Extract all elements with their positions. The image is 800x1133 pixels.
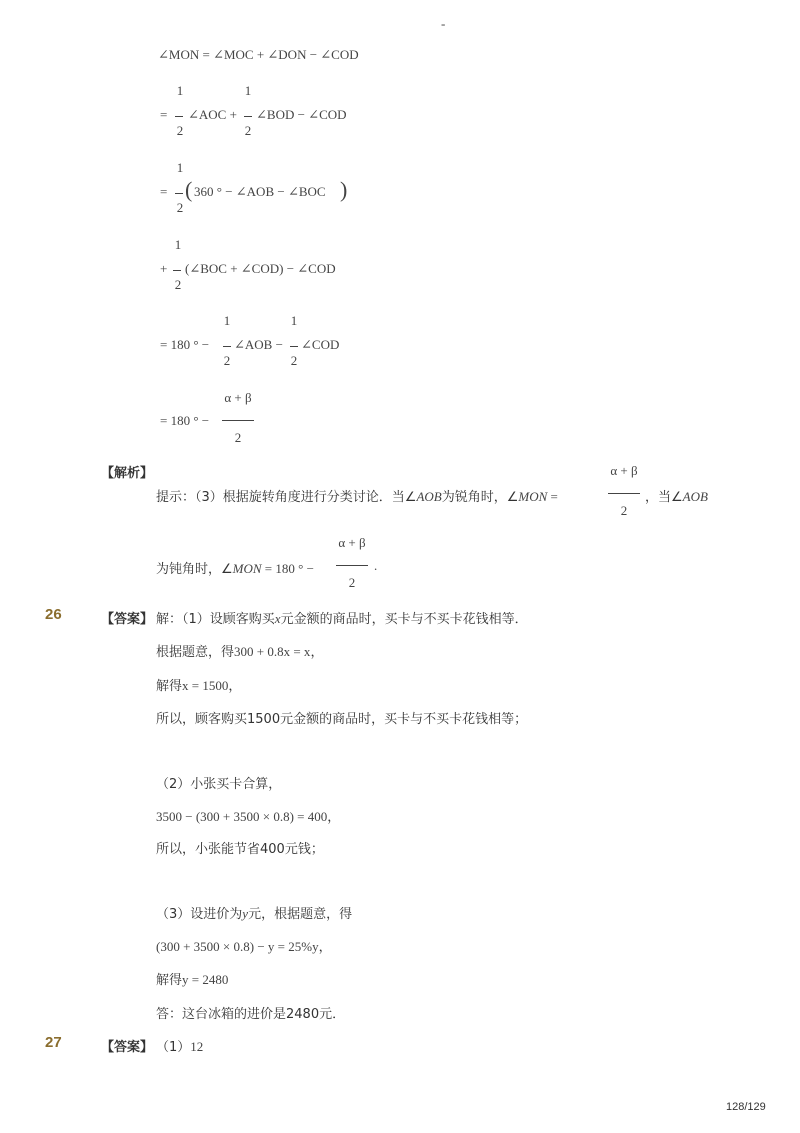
math-var: AOB xyxy=(416,489,442,504)
answer-line-6 xyxy=(156,806,340,825)
equation: x = 1500 xyxy=(182,678,229,693)
text: ， xyxy=(318,940,332,955)
fraction-denominator: 2 xyxy=(290,353,298,368)
header-mark: - xyxy=(441,16,446,31)
text: （3）设进价为 xyxy=(156,907,243,922)
answer-line-7: 所以，小张能节省400元钱； xyxy=(156,842,324,857)
answer-label: 【答案】 xyxy=(101,612,154,627)
term: 360 ° − ∠AOB − ∠BOC xyxy=(194,184,326,199)
equals-sign: = xyxy=(160,184,168,199)
term: ∠AOB − xyxy=(234,337,283,352)
fraction-bar xyxy=(336,565,368,566)
text: 解得 xyxy=(156,973,183,988)
right-paren: ) xyxy=(340,177,348,202)
fraction-bar xyxy=(290,346,298,347)
answer-line-3 xyxy=(156,675,241,694)
answer-line-4: 所以，顾客购买1500元金额的商品时，买卡与不买卡花钱相等； xyxy=(156,712,528,727)
text: 提示：（3）根据旋转角度进行分类讨论．当∠ xyxy=(156,490,417,505)
term: ∠BOD − ∠COD xyxy=(256,107,347,122)
fraction-bar xyxy=(222,420,254,421)
term: (∠BOC + ∠COD) − ∠COD xyxy=(185,261,336,276)
fraction-denominator: 2 xyxy=(244,123,252,138)
answer-line-9 xyxy=(156,936,332,955)
fraction-numerator: α + β xyxy=(224,390,252,405)
fraction-numerator: 1 xyxy=(244,83,252,98)
answer-label: 【答案】 xyxy=(101,1040,154,1055)
equation: (300 + 3500 × 0.8) − y = 25%y xyxy=(156,939,319,954)
page-number: 128/129 xyxy=(726,1101,766,1113)
plus-sign: + xyxy=(160,261,168,276)
fraction-denominator: 2 xyxy=(234,430,242,445)
answer-line-1 xyxy=(156,1036,203,1055)
left-paren: ( xyxy=(185,177,193,202)
math-var: y xyxy=(242,906,249,921)
question-number: 27 xyxy=(45,1034,62,1051)
equation: y = 2480 xyxy=(182,972,229,987)
analysis-line-1 xyxy=(156,486,558,505)
fraction-bar xyxy=(223,346,231,347)
answer-line-11: 答：这台冰箱的进价是2480元． xyxy=(156,1007,346,1022)
math-var: MON xyxy=(518,489,548,504)
fraction-denominator: 2 xyxy=(174,277,182,292)
fraction-numerator: 1 xyxy=(176,160,184,175)
term: ∠AOC + xyxy=(188,107,237,122)
text: ， xyxy=(228,679,242,694)
analysis-line-1-end xyxy=(645,486,708,505)
fraction-numerator: 1 xyxy=(223,313,231,328)
derivation-line-1: ∠MON = ∠MOC + ∠DON − ∠COD xyxy=(158,47,359,62)
text: 元，根据题意，得 xyxy=(248,907,353,922)
text: （1） xyxy=(156,1040,191,1055)
equation: 12 xyxy=(190,1039,204,1054)
text: 为锐角时，∠ xyxy=(441,490,519,505)
text: 解得 xyxy=(156,679,183,694)
fraction-denominator: 2 xyxy=(176,200,184,215)
text: 元金额的商品时，买卡与不买卡花钱相等． xyxy=(280,612,528,627)
term: ∠COD xyxy=(301,337,340,352)
term: = 180 ° − xyxy=(264,561,314,576)
fraction-bar xyxy=(173,270,181,271)
fraction-denominator: 2 xyxy=(223,353,231,368)
fraction-bar xyxy=(175,116,183,117)
equals-sign: = xyxy=(160,107,168,122)
math-var: x xyxy=(274,611,281,626)
fraction-denominator: 2 xyxy=(620,503,628,518)
fraction-bar xyxy=(175,193,183,194)
answer-line-8 xyxy=(156,903,352,922)
fraction-numerator: 1 xyxy=(176,83,184,98)
fraction-bar xyxy=(244,116,252,117)
text: ， xyxy=(310,645,324,660)
fraction-numerator: 1 xyxy=(174,237,182,252)
fraction-numerator: α + β xyxy=(610,463,638,478)
answer-line-10 xyxy=(156,969,228,988)
fraction-bar xyxy=(608,493,640,494)
equation: 3500 − (300 + 3500 × 0.8) = 400 xyxy=(156,809,328,824)
answer-line-2 xyxy=(156,641,323,660)
math-var: AOB xyxy=(682,489,708,504)
fraction-numerator: α + β xyxy=(338,535,366,550)
term: = 180 ° − xyxy=(160,337,210,352)
text: 解：（1）设顾客购买 xyxy=(156,612,275,627)
answer-line-5: （2）小张买卡合算， xyxy=(156,777,282,792)
term: = 180 ° − xyxy=(160,413,210,428)
period: . xyxy=(374,558,378,573)
question-number: 26 xyxy=(45,606,62,623)
math-var: MON xyxy=(232,561,262,576)
text: 为钝角时，∠ xyxy=(156,562,233,577)
fraction-numerator: 1 xyxy=(290,313,298,328)
answer-line-1 xyxy=(156,608,528,627)
analysis-label: 【解析】 xyxy=(101,466,154,481)
text: ， xyxy=(327,810,341,825)
equals-sign: = xyxy=(550,489,558,504)
text: ，当∠ xyxy=(645,490,683,505)
equation: 300 + 0.8x = x xyxy=(234,644,311,659)
text: 根据题意，得 xyxy=(156,645,235,660)
analysis-line-2 xyxy=(156,558,314,577)
fraction-denominator: 2 xyxy=(348,575,356,590)
fraction-denominator: 2 xyxy=(176,123,184,138)
